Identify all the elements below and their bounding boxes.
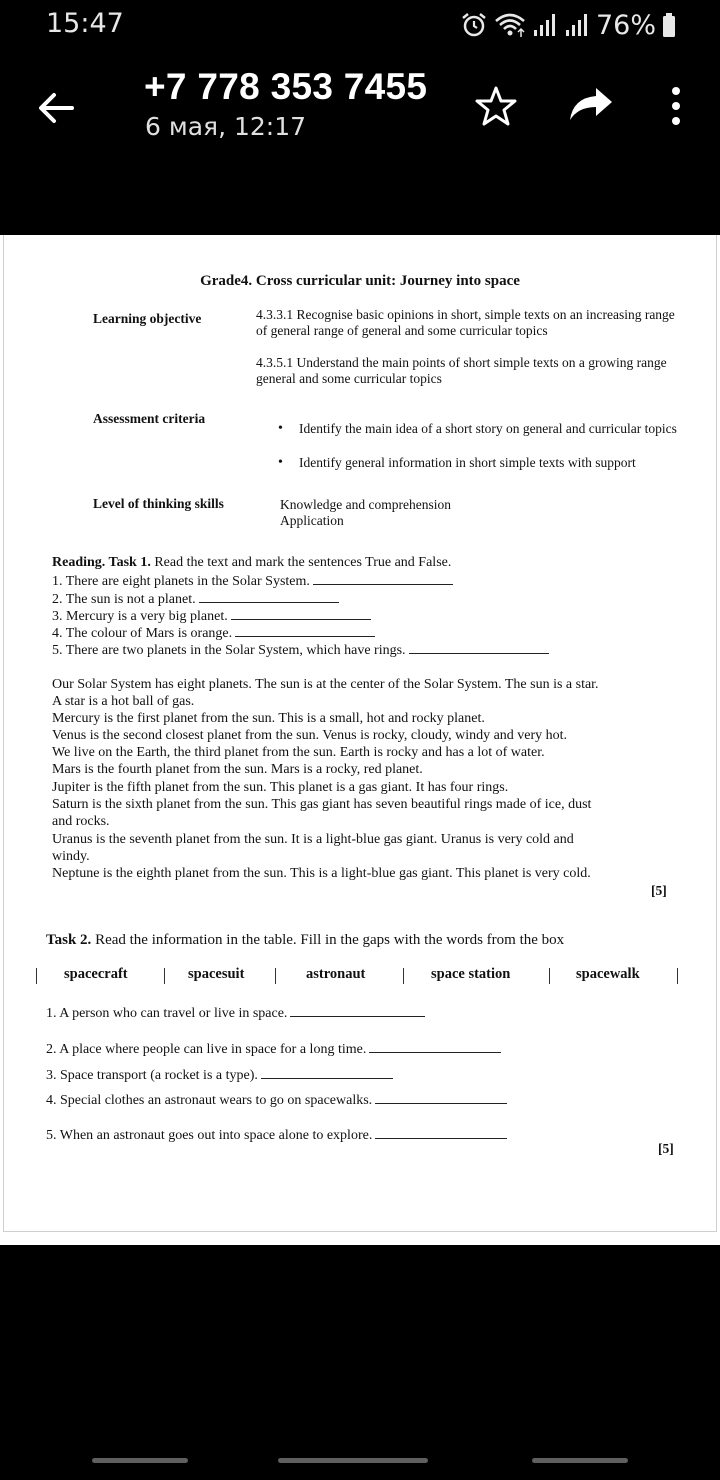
answer-blank <box>375 1090 507 1104</box>
task2-heading: Task 2. <box>46 932 92 948</box>
objective-2: 4.3.5.1 Understand the main points of short simple texts on a growing range general and some curricular topics <box>256 355 667 386</box>
word-box-item: space station <box>431 966 511 982</box>
thinking-skills-label: Level of thinking skills <box>93 496 224 511</box>
task1-heading: Reading. Task 1. <box>52 555 151 570</box>
sender-phone-number: +7 778 353 7455 <box>144 66 428 107</box>
task2-item <box>46 1039 501 1058</box>
reading-line: Our Solar System has eight planets. The sun is at the center of the Solar System. The sun is a star. <box>52 677 599 692</box>
reading-line: Jupiter is the fifth planet from the sun. This planet is a gas giant. It has four rings. <box>52 780 509 795</box>
answer-blank <box>409 640 549 654</box>
signal-icon <box>532 12 558 38</box>
status-bar <box>0 0 720 50</box>
task1-item-text: 2. The sun is not a planet. <box>52 592 196 607</box>
task2-item <box>46 1003 425 1022</box>
reading-line: Mercury is the first planet from the sun. This is a small, hot and rocky planet. <box>52 711 485 726</box>
reading-line: windy. <box>52 849 90 864</box>
app-bar <box>0 50 720 235</box>
word-box-item: astronaut <box>306 966 366 982</box>
back-arrow-icon <box>32 84 80 132</box>
reading-line: Venus is the second closest planet from the sun. Venus is rocky, cloudy, windy and very hot. <box>52 728 568 743</box>
status-icons <box>460 8 676 42</box>
document-title: Grade4. Cross curricular unit: Journey into space <box>200 273 520 289</box>
share-icon <box>568 84 614 124</box>
reading-line: We live on the Earth, the third planet from the sun. Earth is rocky and has a lot of water. <box>52 745 545 760</box>
task2-marks: [5] <box>658 1141 674 1156</box>
task1-item-text: 3. Mercury is a very big planet. <box>52 609 228 624</box>
task2-item-text: 3. Space transport (a rocket is a type). <box>46 1068 258 1083</box>
star-button[interactable] <box>474 84 518 128</box>
word-separator <box>36 968 37 984</box>
message-date: 6 мая, 12:17 <box>145 112 307 141</box>
reading-line: and rocks. <box>52 814 110 829</box>
task2-item <box>46 1125 507 1144</box>
word-separator <box>275 968 276 984</box>
word-separator <box>164 968 165 984</box>
back-button[interactable] <box>32 84 80 132</box>
nav-recents-button[interactable] <box>92 1458 188 1463</box>
forward-button[interactable] <box>568 84 614 124</box>
task2-item <box>46 1090 507 1109</box>
assessment-criteria-label: Assessment criteria <box>93 411 206 426</box>
more-vert-icon <box>664 84 688 128</box>
task1-item-text: 1. There are eight planets in the Solar System. <box>52 574 310 589</box>
word-box-item: spacewalk <box>576 966 640 982</box>
answer-blank <box>369 1039 501 1053</box>
task2-item-text: 4. Special clothes an astronaut wears to go on spacewalks. <box>46 1093 373 1108</box>
nav-home-button[interactable] <box>278 1458 428 1463</box>
more-options-button[interactable] <box>664 84 688 128</box>
answer-blank <box>231 606 371 620</box>
reading-line: Neptune is the eighth planet from the sun. This is a light-blue gas giant. This planet is very cold. <box>52 866 591 881</box>
answer-blank <box>290 1003 425 1017</box>
thinking-skill-2: Application <box>280 513 344 528</box>
system-nav-bar <box>0 1245 720 1480</box>
task2-item-text: 5. When an astronaut goes out into space alone to explore. <box>46 1128 373 1143</box>
task1-text: Read the text and mark the sentences True and False. <box>150 555 452 570</box>
word-separator <box>677 968 678 984</box>
answer-blank <box>375 1125 507 1139</box>
reading-line: Saturn is the sixth planet from the sun. This gas giant has seven beautiful rings made of ice, dust <box>52 797 592 812</box>
wifi-icon <box>494 12 526 38</box>
task1-marks: [5] <box>651 883 667 898</box>
task2-item-text: 2. A place where people can live in space for a long time. <box>46 1042 367 1057</box>
reading-line: A star is a hot ball of gas. <box>52 694 195 709</box>
task1-item-text: 5. There are two planets in the Solar System, which have rings. <box>52 643 406 658</box>
thinking-skill-1: Knowledge and comprehension <box>280 497 451 512</box>
answer-blank <box>261 1065 393 1079</box>
task2-item-text: 1. A person who can travel or live in space. <box>46 1006 288 1021</box>
task2-instruction <box>46 932 564 949</box>
word-separator <box>549 968 550 984</box>
task1-item-text: 4. The colour of Mars is orange. <box>52 626 233 641</box>
battery-icon <box>662 12 676 38</box>
attached-document-image[interactable] <box>0 235 720 1245</box>
learning-objective-label: Learning objective <box>93 311 202 326</box>
word-box-item: spacecraft <box>64 966 128 982</box>
answer-blank <box>313 571 453 585</box>
word-box-item: spacesuit <box>188 966 245 982</box>
task2-text: Read the information in the table. Fill in the gaps with the words from the box <box>91 932 565 948</box>
reading-line: Mars is the fourth planet from the sun. Mars is a rocky, red planet. <box>52 762 423 777</box>
status-time: 15:47 <box>46 8 124 39</box>
task1-item <box>52 571 453 590</box>
objective-1: 4.3.3.1 Recognise basic opinions in short, simple texts on an increasing range of general range of general and some curricular topics <box>256 307 675 338</box>
alarm-icon <box>460 12 488 38</box>
criteria-1: • Identify the main idea of a short story on general and curricular topics <box>299 421 679 437</box>
task1-instruction <box>52 554 451 571</box>
answer-blank <box>235 623 375 637</box>
nav-back-button[interactable] <box>532 1458 628 1463</box>
signal-icon <box>564 12 590 38</box>
task1-item <box>52 640 549 659</box>
criteria-2: • Identify general information in short simple texts with support <box>299 455 679 471</box>
task2-item <box>46 1065 393 1084</box>
reading-line: Uranus is the seventh planet from the sun. It is a light-blue gas giant. Uranus is very cold and <box>52 832 574 847</box>
battery-percent: 76% <box>595 9 656 41</box>
word-box <box>36 966 678 986</box>
answer-blank <box>199 589 339 603</box>
word-separator <box>403 968 404 984</box>
star-icon <box>474 84 518 128</box>
